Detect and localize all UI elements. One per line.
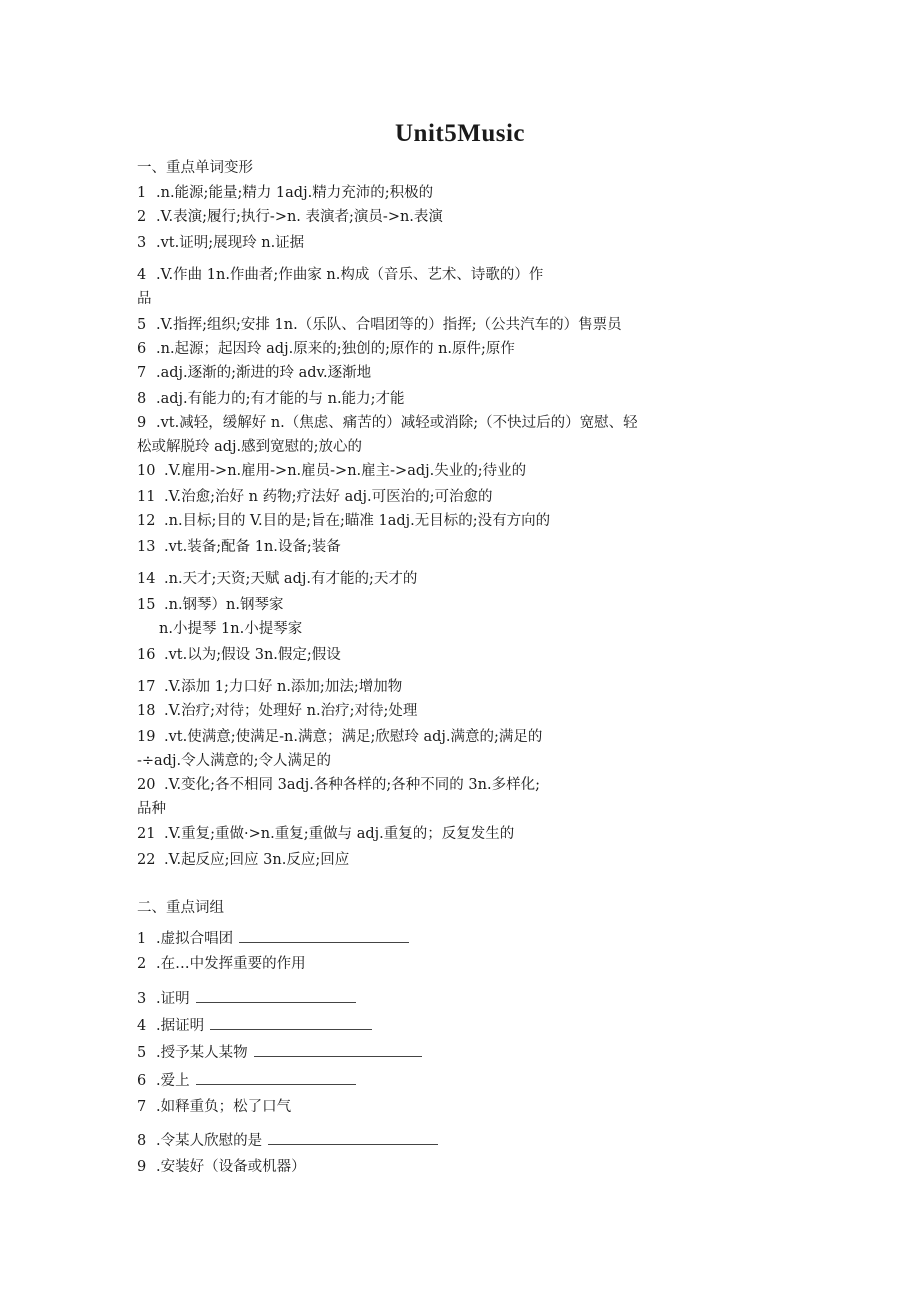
section-heading: 一、重点单词变形 (137, 160, 253, 176)
item-number: 1 (137, 185, 147, 201)
item-text: .V.表演;履行;执行->n. 表演者;演员->n.表演 (156, 209, 443, 225)
list-item (137, 316, 622, 334)
item-text: .安装好（设备或机器） (156, 1159, 306, 1175)
item-text: 松或解脱玲 adj.感到宽慰的;放心的 (137, 439, 363, 455)
item-number: 19 (137, 729, 156, 745)
item-text: .V.变化;各不相同 3adj.各种各样的;各种不同的 3n.多样化; (164, 777, 540, 793)
item-text: .vt.装备;配备 1n.设备;装备 (164, 539, 341, 555)
list-item (137, 702, 417, 720)
item-number: 22 (137, 852, 156, 868)
item-text: .V.治疗;对待；处理好 n.治疗;对待;处理 (164, 703, 418, 719)
item-text: .令某人欣慰的是 (156, 1133, 263, 1149)
item-text: .虚拟合唱团 (156, 931, 234, 947)
item-text: .vt.使满意;使满足-n.满意；满足;欣慰玲 adj.满意的;满足的 (164, 729, 543, 745)
list-item (137, 538, 341, 556)
list-item (137, 208, 443, 226)
answer-blank[interactable] (254, 1042, 422, 1057)
page-title: Unit5Music (395, 120, 525, 147)
answer-blank[interactable] (210, 1015, 372, 1030)
item-number: 9 (137, 415, 147, 431)
list-item (137, 596, 284, 614)
item-text: -÷adj.令人满意的;令人满足的 (137, 753, 331, 769)
item-number: 20 (137, 777, 156, 793)
item-text: .如释重负；松了口气 (156, 1099, 292, 1115)
list-item (137, 390, 404, 408)
answer-blank[interactable] (196, 1070, 356, 1085)
item-number: 8 (137, 391, 147, 407)
section-heading: 二、重点词组 (137, 900, 224, 916)
list-item (137, 776, 540, 794)
item-number: 3 (137, 991, 147, 1007)
item-number: 1 (137, 931, 147, 947)
list-item (137, 988, 356, 1008)
item-number: 9 (137, 1159, 147, 1175)
list-item (137, 928, 409, 948)
list-item (137, 678, 402, 696)
list-item (137, 752, 331, 770)
item-text: .adj.有能力的;有才能的与 n.能力;才能 (156, 391, 405, 407)
list-item (137, 266, 543, 284)
list-item (137, 1130, 438, 1150)
item-number: 6 (137, 341, 147, 357)
item-number: 16 (137, 647, 156, 663)
list-item (137, 825, 514, 843)
item-text: .vt.以为;假设 3n.假定;假设 (164, 647, 341, 663)
list-item (137, 1042, 422, 1062)
list-item (137, 728, 542, 746)
item-text: .n.钢琴）n.钢琴家 (164, 597, 284, 613)
item-text: 品 (137, 291, 152, 307)
item-number: 10 (137, 463, 156, 479)
list-item (137, 646, 341, 664)
item-text: .爱上 (156, 1073, 190, 1089)
list-item (137, 364, 371, 382)
item-text: .V.作曲 1n.作曲者;作曲家 n.构成（音乐、艺术、诗歌的）作 (156, 267, 544, 283)
list-item (137, 340, 515, 358)
item-number: 14 (137, 571, 156, 587)
item-text: .n.起源；起因玲 adj.原来的;独创的;原作的 n.原件;原作 (156, 341, 515, 357)
list-item (137, 290, 152, 308)
item-number: 3 (137, 235, 147, 251)
answer-blank[interactable] (239, 928, 409, 943)
list-item (137, 512, 550, 530)
item-text: .V.雇用->n.雇用->n.雇员->n.雇主->adj.失业的;待业的 (164, 463, 527, 479)
list-item (137, 1015, 372, 1035)
list-item (137, 488, 493, 506)
item-text: .V.添加 1;力口好 n.添加;加法;增加物 (164, 679, 403, 695)
list-item (137, 1158, 306, 1176)
item-text: .V.指挥;组织;安排 1n.（乐队、合唱团等的）指挥;（公共汽车的）售票员 (156, 317, 622, 333)
list-item (137, 1098, 291, 1116)
list-item (137, 438, 362, 456)
item-text: .授予某人某物 (156, 1045, 248, 1061)
item-number: 11 (137, 489, 156, 505)
list-item (137, 955, 306, 973)
list-item (137, 462, 526, 480)
item-text: .在…中发挥重要的作用 (156, 956, 306, 972)
item-text: .V.重复;重做·>n.重复;重做与 adj.重复的；反复发生的 (164, 826, 515, 842)
item-number: 15 (137, 597, 156, 613)
item-text: 品种 (137, 801, 166, 817)
item-number: 4 (137, 267, 147, 283)
list-item (137, 620, 302, 638)
item-number: 2 (137, 956, 147, 972)
list-item (137, 184, 433, 202)
list-item (137, 1070, 356, 1090)
list-item (137, 851, 349, 869)
item-number: 4 (137, 1018, 147, 1034)
item-number: 21 (137, 826, 156, 842)
item-number: 13 (137, 539, 156, 555)
list-item (137, 570, 417, 588)
answer-blank[interactable] (268, 1130, 438, 1145)
item-text: .V.治愈;治好 n 药物;疗法好 adj.可医治的;可治愈的 (164, 489, 493, 505)
item-number: 7 (137, 365, 147, 381)
item-text: .adj.逐渐的;渐进的玲 adv.逐渐地 (156, 365, 372, 381)
item-number: 18 (137, 703, 156, 719)
item-number: 5 (137, 1045, 147, 1061)
item-text: .V.起反应;回应 3n.反应;回应 (164, 852, 350, 868)
item-text: .vt.证明;展现玲 n.证据 (156, 235, 305, 251)
item-text: .n.能源;能量;精力 1adj.精力充沛的;积极的 (156, 185, 434, 201)
list-item (137, 234, 304, 252)
item-text: n.小提琴 1n.小提琴家 (159, 621, 303, 637)
item-text: .据证明 (156, 1018, 205, 1034)
list-item (137, 800, 166, 818)
item-number: 17 (137, 679, 156, 695)
item-number: 7 (137, 1099, 147, 1115)
item-text: .vt.减轻，缓解好 n.（焦虑、痛苦的）减轻或消除;（不快过后的）宽慰、轻 (156, 415, 638, 431)
item-number: 2 (137, 209, 147, 225)
answer-blank[interactable] (196, 988, 356, 1003)
item-number: 12 (137, 513, 156, 529)
item-text: .n.天才;天资;天赋 adj.有才能的;天才的 (164, 571, 418, 587)
item-text: .证明 (156, 991, 190, 1007)
list-item (137, 414, 638, 432)
item-number: 6 (137, 1073, 147, 1089)
item-number: 5 (137, 317, 147, 333)
item-number: 8 (137, 1133, 147, 1149)
item-text: .n.目标;目的 V.目的是;旨在;瞄准 1adj.无目标的;没有方向的 (164, 513, 551, 529)
